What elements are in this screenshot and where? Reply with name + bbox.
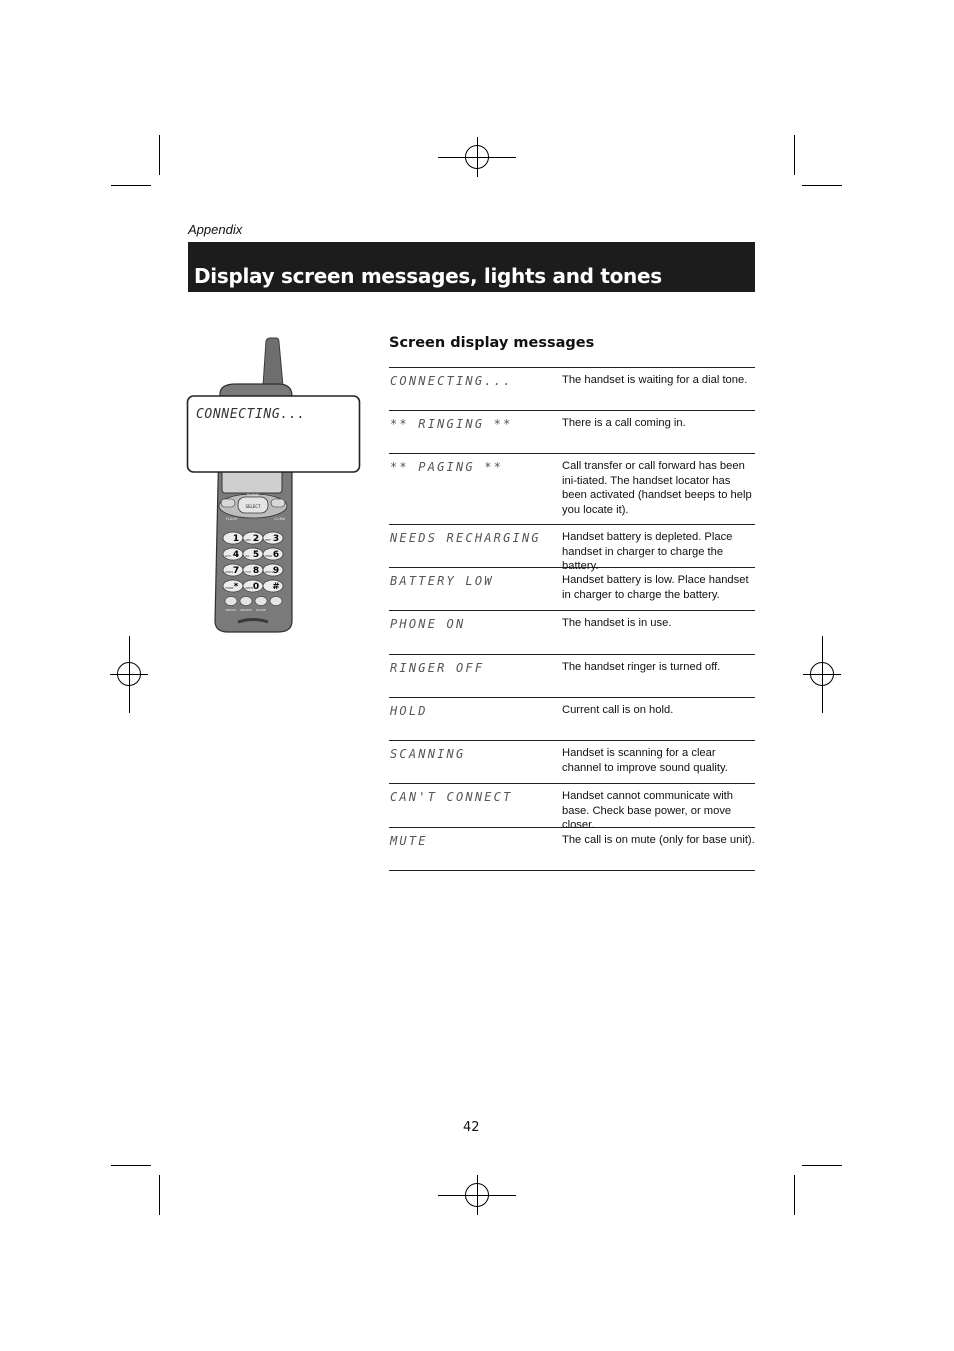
message-description: Handset battery is low. Place handset in charger to charge the battery. (562, 574, 749, 601)
svg-text:DEF: DEF (265, 538, 271, 542)
section-label: Appendix (188, 222, 243, 237)
svg-text:WXYZ: WXYZ (265, 570, 274, 574)
message-description: Current call is on hold. (562, 704, 674, 716)
display-callout-text: CONNECTING... (196, 407, 306, 422)
section-subheading: Screen display messages (389, 335, 595, 351)
table-row (389, 698, 755, 741)
crop-mark (794, 135, 795, 175)
table-row (389, 411, 755, 454)
flash-label: FLASH (226, 517, 238, 521)
crop-mark (159, 1175, 160, 1215)
svg-text:PQRS: PQRS (225, 570, 234, 574)
message-code: BATTERY LOW (390, 574, 494, 588)
svg-text:TUV: TUV (245, 570, 252, 574)
svg-text:PAUSE: PAUSE (256, 608, 266, 612)
message-code: NEEDS RECHARGING (390, 531, 541, 545)
table-row (389, 655, 755, 698)
svg-text:MNO: MNO (265, 554, 273, 558)
table-row (389, 741, 755, 784)
handset-illustration (186, 336, 364, 636)
message-code: CONNECTING... (390, 374, 513, 388)
message-code: MUTE (390, 834, 428, 848)
phone-key-label: PHONE (246, 493, 260, 497)
table-row (389, 568, 755, 611)
svg-text:OPER: OPER (245, 586, 254, 590)
svg-text:DELETE: DELETE (240, 608, 252, 612)
message-code: SCANNING (390, 747, 466, 761)
table-row (389, 525, 755, 573)
crop-mark (802, 185, 842, 186)
key-9: 9 (272, 566, 280, 576)
crop-mark (111, 1165, 151, 1166)
message-description: The handset is in use. (562, 617, 672, 629)
message-description: The handset is waiting for a dial tone. (562, 374, 748, 386)
message-description: Handset is scanning for a clear channel to improve sound quality. (562, 747, 728, 774)
message-code: ** PAGING ** (390, 460, 504, 474)
key-5: 5 (252, 550, 260, 560)
svg-text:GHI: GHI (225, 554, 231, 558)
key-8: 8 (252, 566, 260, 576)
table-row (389, 368, 755, 411)
message-description: Handset battery is depleted. Place handset in charger to charge the battery. (562, 531, 733, 573)
key-0: 0 (252, 582, 260, 592)
title-bar (188, 242, 755, 292)
handset-svg (186, 336, 364, 636)
key-2: 2 (252, 534, 260, 544)
message-description: There is a call coming in. (562, 417, 686, 429)
key-hash: # (272, 582, 280, 592)
page-title: Display screen messages, lights and tones (194, 264, 662, 288)
svg-text:ABC: ABC (245, 538, 252, 542)
key-1: 1 (232, 534, 240, 544)
table-row (389, 784, 755, 832)
messages-table (389, 367, 755, 871)
key-star: * (233, 582, 239, 592)
svg-text:TONE: TONE (225, 586, 234, 590)
select-key-label: SELECT (245, 504, 261, 509)
message-code: PHONE ON (390, 617, 466, 631)
crop-mark (802, 1165, 842, 1166)
key-7: 7 (232, 566, 240, 576)
table-row (389, 611, 755, 655)
clma-label: CL/MA (274, 517, 285, 521)
message-description: Call transfer or call forward has been ini-tiated. The handset locator has been activated (handset beeps to help you locate it). (562, 460, 752, 516)
table-row (389, 454, 755, 525)
page-number: 42 (463, 1120, 480, 1135)
svg-text:JKL: JKL (245, 554, 250, 558)
message-code: ** RINGING ** (390, 417, 513, 431)
message-description: The handset ringer is turned off. (562, 661, 721, 673)
message-code: CAN'T CONNECT (390, 790, 513, 804)
key-4: 4 (232, 550, 240, 560)
crop-mark (159, 135, 160, 175)
message-code: RINGER OFF (390, 661, 485, 675)
key-3: 3 (272, 534, 280, 544)
message-code: HOLD (390, 704, 428, 718)
table-row (389, 828, 755, 871)
message-description: Handset cannot communicate with base. Check base power, or move closer. (562, 790, 734, 832)
crop-mark (111, 185, 151, 186)
svg-text:REDIAL: REDIAL (225, 608, 237, 612)
message-description: The call is on mute (only for base unit). (562, 834, 755, 846)
key-6: 6 (272, 550, 280, 560)
crop-mark (794, 1175, 795, 1215)
